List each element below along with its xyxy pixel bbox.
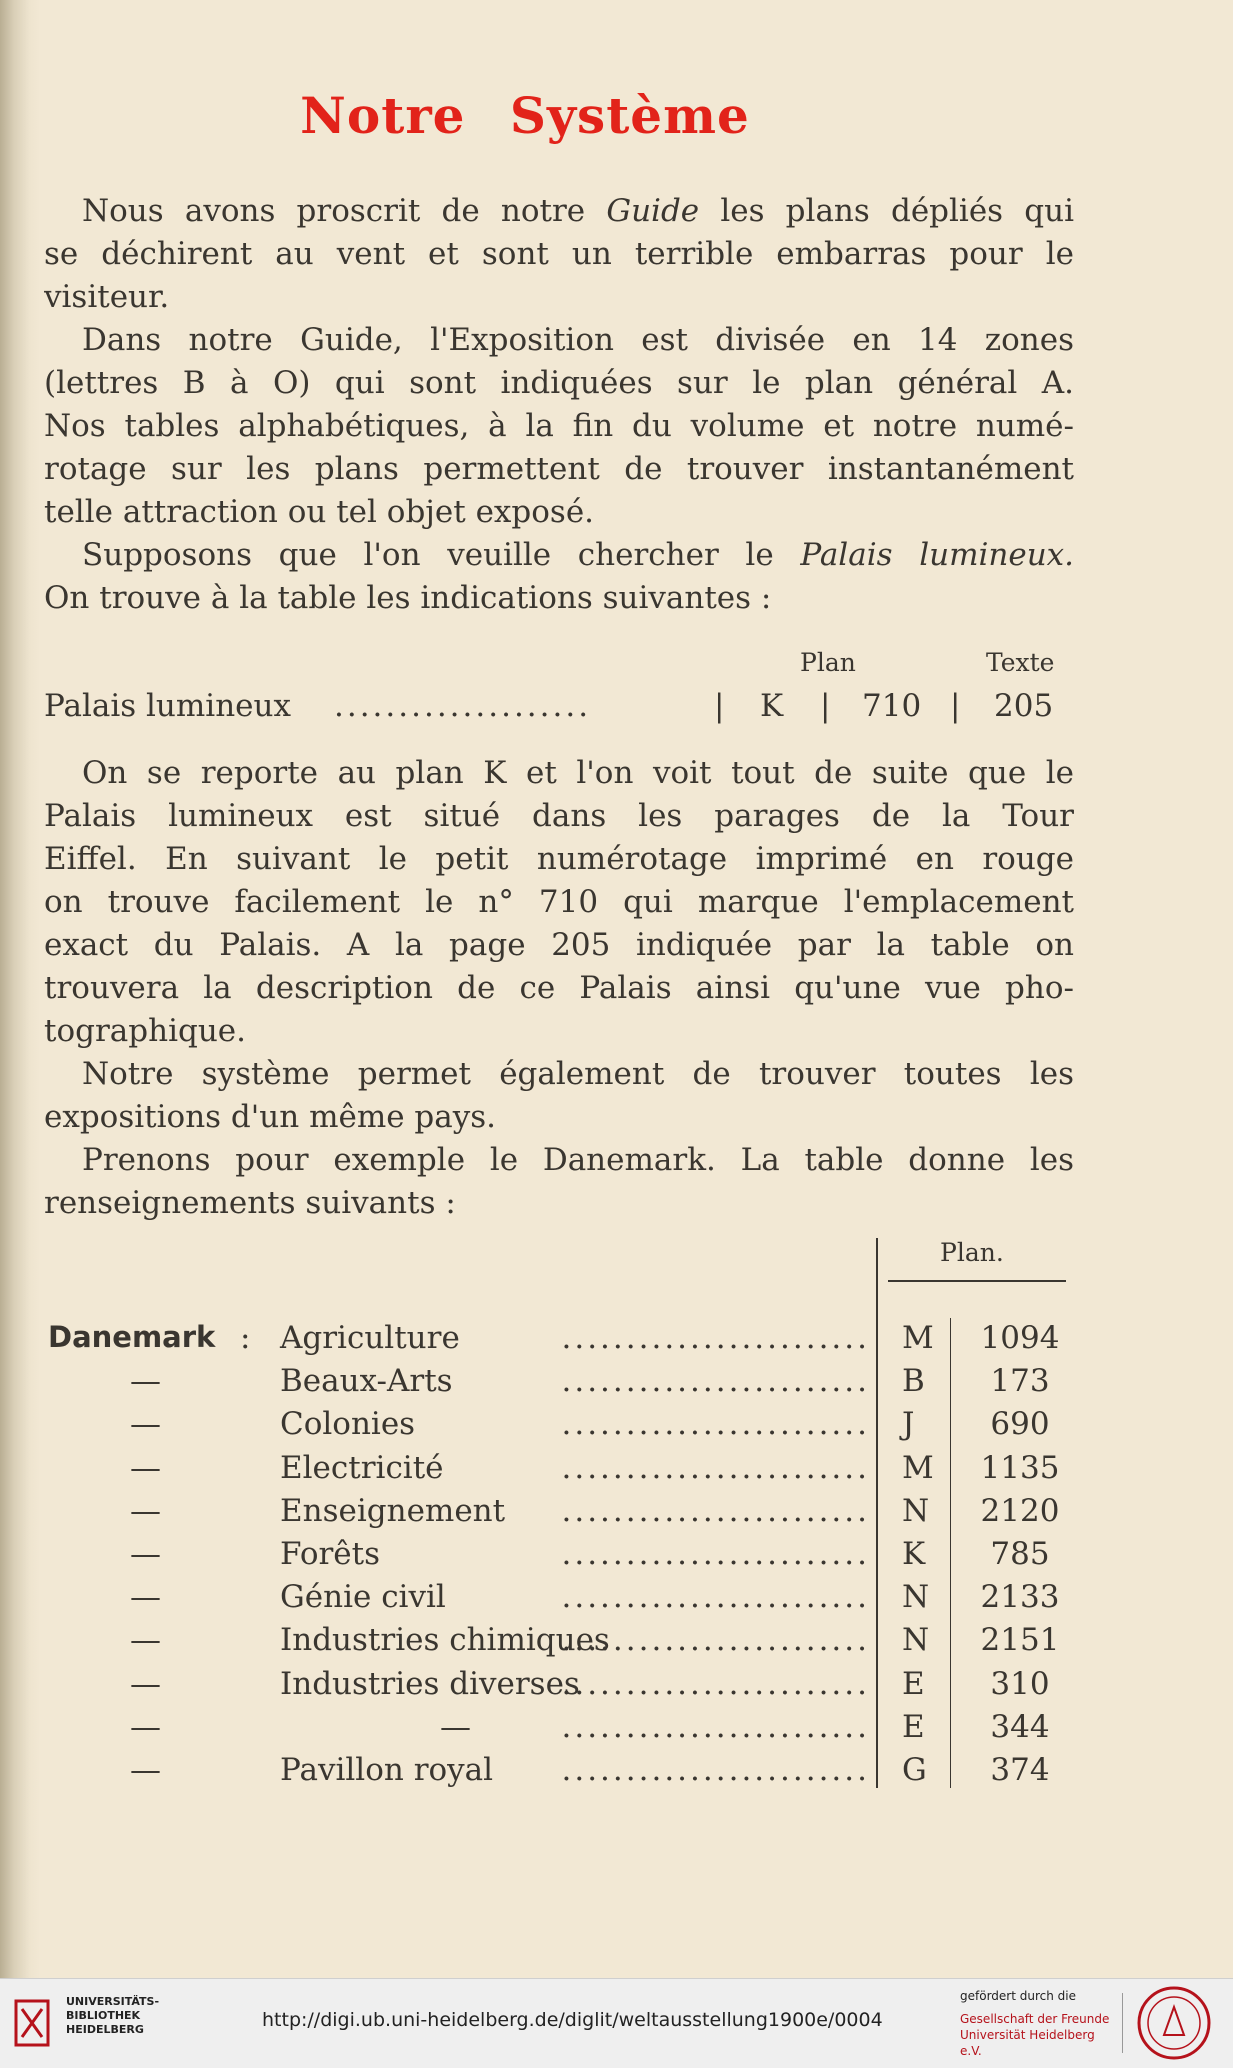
zone-letter: M	[902, 1450, 934, 1486]
column-separator: |	[820, 688, 831, 724]
zone-letter: N	[902, 1622, 930, 1658]
leader-dots: ........................	[561, 1622, 870, 1658]
row-label: Forêts	[280, 1536, 381, 1572]
text-line: tographique.	[44, 1013, 246, 1049]
ditto-dash: —	[130, 1450, 161, 1486]
table-row	[0, 1450, 1233, 1493]
text-line: rotage sur les plans permettent de trouver instantanément	[44, 451, 1074, 487]
ditto-dash: —	[130, 1666, 161, 1702]
row-label: Génie civil	[280, 1579, 446, 1615]
footer-bar	[0, 1978, 1233, 2068]
zone-letter: J	[902, 1406, 915, 1442]
ditto-dash: —	[130, 1752, 161, 1788]
library-name: UNIVERSITÄTS- BIBLIOTHEK HEIDELBERG	[66, 1995, 160, 2036]
leader-dots: ........................	[561, 1363, 870, 1399]
paragraph-intro	[44, 190, 1074, 319]
table-row	[0, 1579, 1233, 1622]
zone-letter: N	[902, 1493, 930, 1529]
leader-dots: ........................	[561, 1450, 870, 1486]
zone-letter: B	[902, 1363, 925, 1399]
zone-letter: K	[760, 688, 784, 724]
text-line: Dans notre Guide, l'Exposition est divisée en 14 zones	[82, 322, 1074, 358]
ditto-dash: —	[130, 1536, 161, 1572]
row-label: —	[440, 1709, 471, 1745]
table-row	[0, 1320, 1233, 1363]
leader-dots: ........................	[561, 1406, 870, 1442]
entry-label: Palais lumineux	[44, 688, 291, 724]
leader-dots: ........................	[561, 1320, 870, 1356]
text-line: Supposons que l'on veuille chercher le Palais lumineux.	[82, 537, 1074, 573]
table-row	[0, 1363, 1233, 1406]
page-title: Notre Système	[300, 86, 750, 145]
text-line: Prenons pour exemple le Danemark. La table donne les	[82, 1142, 1074, 1178]
table-row	[0, 1493, 1233, 1536]
ub-heidelberg-logo-icon	[14, 1999, 50, 2047]
plan-number: 173	[990, 1363, 1050, 1399]
table-header-rule	[888, 1280, 1066, 1282]
leader-dots: ........................	[561, 1666, 870, 1702]
row-label: Electricité	[280, 1450, 444, 1486]
column-header-texte: Texte	[986, 648, 1055, 677]
table-row	[0, 1752, 1233, 1795]
zone-letter: E	[902, 1709, 925, 1745]
colon: :	[240, 1320, 251, 1356]
source-url-link[interactable]: http://digi.ub.uni-heidelberg.de/diglit/weltausstellung1900e/0004	[262, 2009, 883, 2031]
ditto-dash: —	[130, 1406, 161, 1442]
text-line: trouvera la description de ce Palais ainsi qu'une vue pho-	[44, 970, 1074, 1006]
row-label: Pavillon royal	[280, 1752, 494, 1788]
zone-letter: N	[902, 1579, 930, 1615]
plan-number: 2151	[980, 1622, 1060, 1658]
ditto-dash: —	[130, 1493, 161, 1529]
table-row	[0, 1406, 1233, 1449]
table-header-plan: Plan.	[940, 1238, 1004, 1267]
text-line: Eiffel. En suivant le petit numérotage imprimé en rouge	[44, 841, 1074, 877]
ditto-dash: —	[130, 1709, 161, 1745]
text-line: se déchirent au vent et sont un terrible embarras pour le	[44, 236, 1074, 272]
row-label: Beaux-Arts	[280, 1363, 453, 1399]
row-label: Industries chimiques	[280, 1622, 610, 1658]
sponsor-name: Gesellschaft der Freunde Universität Heidelberg e.V.	[960, 2012, 1110, 2058]
ditto-dash: —	[130, 1363, 161, 1399]
leader-dots: ........................	[561, 1752, 870, 1788]
plan-number: 344	[990, 1709, 1050, 1745]
plan-number: 710	[862, 688, 922, 724]
text-line: Palais lumineux est situé dans les parages de la Tour	[44, 798, 1074, 834]
table-row	[0, 1622, 1233, 1665]
text-line: Nos tables alphabétiques, à la fin du volume et notre numé-	[44, 408, 1074, 444]
column-header-plan: Plan	[800, 648, 856, 677]
column-separator: |	[714, 688, 725, 724]
paragraph-explanation	[44, 752, 1074, 1053]
text-line: renseignements suivants :	[44, 1185, 456, 1221]
text-line: telle attraction ou tel objet exposé.	[44, 494, 595, 530]
text-line: Notre système permet également de trouver toutes les	[82, 1056, 1074, 1092]
plan-number: 1094	[980, 1320, 1060, 1356]
text-line: On trouve à la table les indications suivantes :	[44, 580, 772, 616]
table-row	[0, 1666, 1233, 1709]
text-line: expositions d'un même pays.	[44, 1099, 497, 1135]
zone-letter: E	[902, 1666, 925, 1702]
plan-number: 785	[990, 1536, 1050, 1572]
ditto-dash: —	[130, 1579, 161, 1615]
example-index-row	[44, 688, 1074, 732]
row-label: Colonies	[280, 1406, 416, 1442]
zone-letter: K	[902, 1536, 926, 1572]
table-row	[0, 1536, 1233, 1579]
row-label: Agriculture	[280, 1320, 460, 1356]
leader-dots: ........................	[561, 1493, 870, 1529]
country-name: Danemark	[48, 1320, 216, 1354]
leader-dots: ........................	[561, 1536, 870, 1572]
plan-number: 1135	[980, 1450, 1060, 1486]
paragraph-danemark	[44, 1139, 1074, 1225]
text-line: visiteur.	[44, 279, 170, 315]
text-line: Nous avons proscrit de notre Guide les plans dépliés qui	[82, 193, 1074, 229]
plan-number: 310	[990, 1666, 1050, 1702]
table-row	[0, 1709, 1233, 1752]
plan-number: 2120	[980, 1493, 1060, 1529]
plan-number: 374	[990, 1752, 1050, 1788]
plan-number: 2133	[980, 1579, 1060, 1615]
paragraph-system	[44, 1053, 1074, 1139]
row-label: Enseignement	[280, 1493, 506, 1529]
row-label: Industries diverses	[280, 1666, 580, 1702]
sponsor-caption: gefördert durch die	[960, 1989, 1076, 2003]
text-line: On se reporte au plan K et l'on voit tout de suite que le	[82, 755, 1074, 791]
zone-letter: G	[902, 1752, 927, 1788]
text-line: (lettres B à O) qui sont indiquées sur le plan général A.	[44, 365, 1074, 401]
text-line: on trouve facilement le n° 710 qui marque l'emplacement	[44, 884, 1074, 920]
university-seal-icon	[1136, 1985, 1212, 2061]
text-line: exact du Palais. A la page 205 indiquée par la table on	[44, 927, 1074, 963]
leader-dots: ....................	[334, 688, 592, 724]
column-separator: |	[950, 688, 961, 724]
footer-divider	[1122, 1993, 1123, 2053]
plan-number: 690	[990, 1406, 1050, 1442]
ditto-dash: —	[130, 1622, 161, 1658]
leader-dots: ........................	[561, 1579, 870, 1615]
text-page-number: 205	[994, 688, 1054, 724]
paragraph-example-intro	[44, 534, 1074, 620]
zone-letter: M	[902, 1320, 934, 1356]
paragraph-zones	[44, 319, 1074, 534]
leader-dots: ........................	[561, 1709, 870, 1745]
